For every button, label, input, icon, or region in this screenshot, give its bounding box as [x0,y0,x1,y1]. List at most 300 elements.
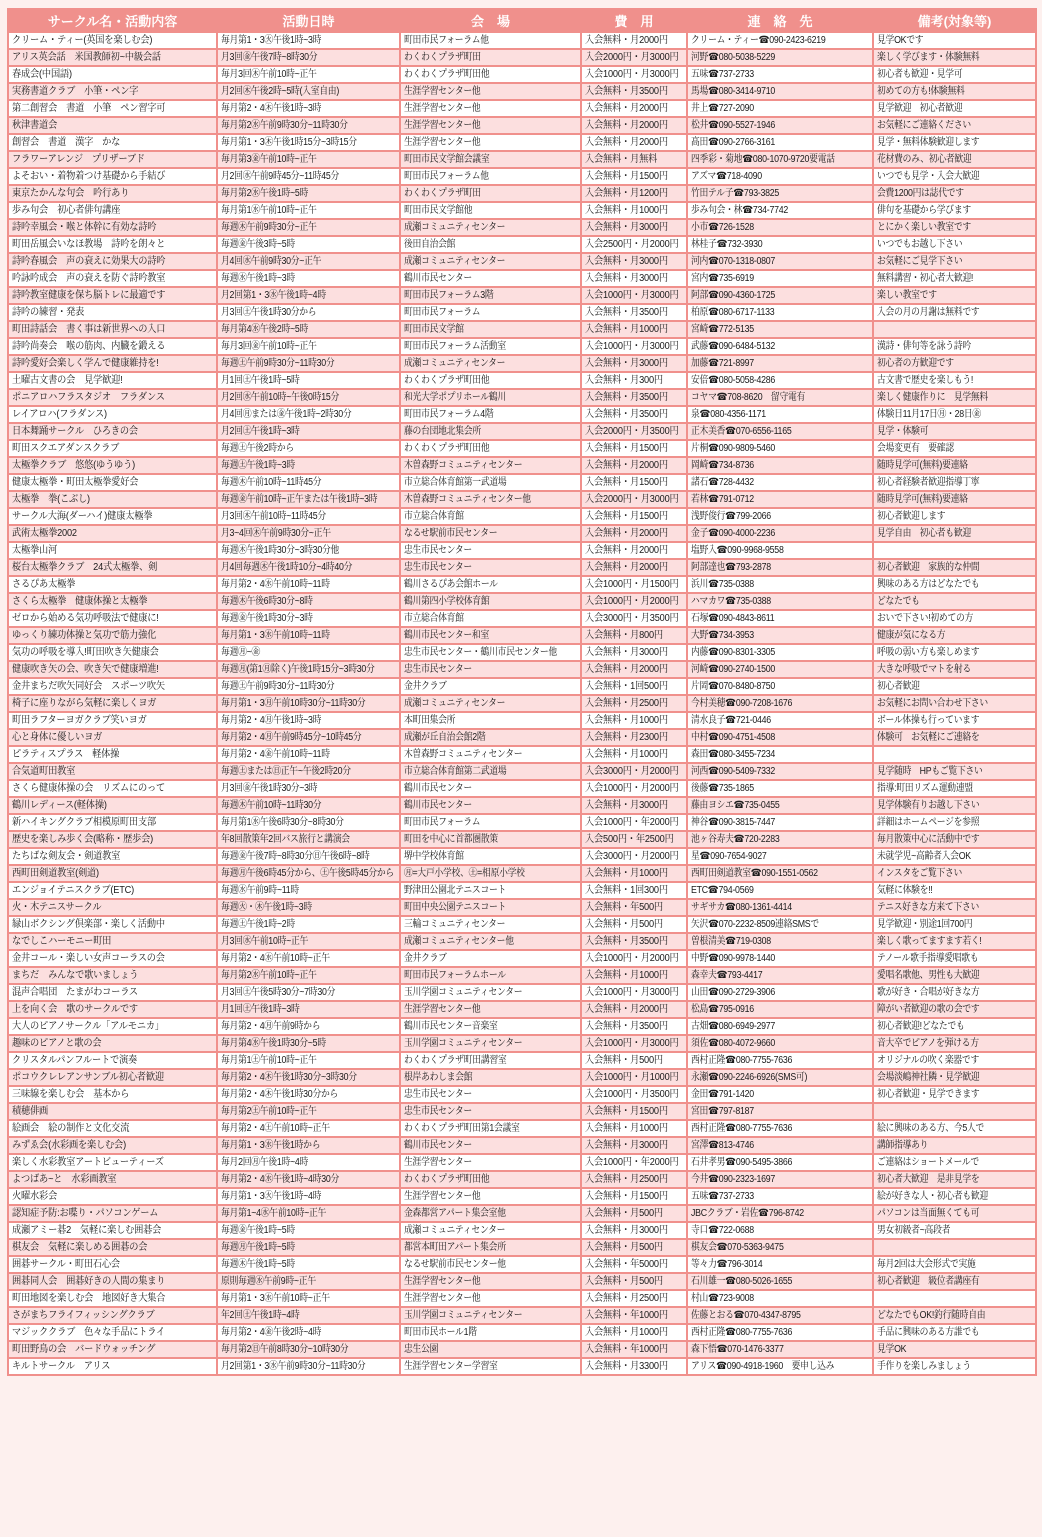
cell-contact [687,1256,873,1273]
cell-circle-name [8,1001,217,1018]
cell-fee [581,1222,687,1239]
cell-remarks [873,1273,1036,1290]
cell-text: ㊊=大戸小学校、㊏=相原小学校 [404,868,525,879]
cell-text: 入会無料・月3000円 [585,1225,668,1236]
cell-text: オリジナルの吹く楽器です [877,1055,979,1066]
cell-venue [400,236,581,253]
cell-venue [400,780,581,797]
column-header-fee: 費 用 [581,9,687,32]
cell-contact [687,202,873,219]
cell-text: 入会無料・月3500円 [585,409,668,420]
cell-text: 気軽に体験を!! [877,885,933,896]
cell-venue [400,1205,581,1222]
cell-text: 毎週㊎午後1時~5時 [221,1225,295,1236]
cell-remarks [873,219,1036,236]
table-row [8,695,1036,712]
cell-fee [581,253,687,270]
cell-schedule [217,49,400,66]
cell-text: 須佐☎080-4072-9660 [691,1038,776,1049]
cell-text: 宮崎☎772-5135 [691,324,754,335]
cell-contact [687,695,873,712]
cell-text: 入会無料・月3000円 [585,1140,668,1151]
cell-circle-name [8,491,217,508]
cell-text: 入会1000円・月3000円 [585,69,679,80]
cell-text: 河野☎080-5038-5229 [691,52,776,63]
cell-fee [581,763,687,780]
cell-contact [687,1001,873,1018]
cell-text: 入会無料・年500円 [585,902,663,913]
cell-text: 森下悟☎070-1476-3377 [691,1344,784,1355]
cell-text: 音大卒でピアノを弾ける方 [877,1038,979,1049]
cell-schedule [217,1171,400,1188]
cell-remarks [873,236,1036,253]
cell-schedule [217,1086,400,1103]
cell-remarks [873,967,1036,984]
cell-text: 毎月第2・4㊍午後1時~3時 [221,103,322,114]
cell-venue [400,576,581,593]
cell-text: 初心者も歓迎・見学可 [877,69,963,80]
cell-text: 絵に興味のある方、今5人で [877,1123,985,1134]
cell-text: 無料講習・初心者大歓迎! [877,273,974,284]
cell-fee [581,610,687,627]
cell-text: 初心者の方歓迎です [877,358,954,369]
cell-text: さがまちフライフィッシングクラブ [12,1310,155,1321]
table-row [8,372,1036,389]
cell-text: 玉川学園コミュニティセンター [404,1038,523,1049]
cell-text: 入会無料・月3000円 [585,358,668,369]
table-row [8,916,1036,933]
cell-contact [687,457,873,474]
cell-text: 月3~4回㊍午前9時30分~正午 [221,528,331,539]
table-row [8,1120,1036,1137]
cell-contact [687,627,873,644]
table-row [8,508,1036,525]
cell-fee [581,270,687,287]
cell-schedule [217,32,400,49]
cell-venue [400,423,581,440]
cell-fee [581,168,687,185]
cell-contact [687,338,873,355]
cell-text: ハマカワ☎735-0388 [691,596,771,607]
cell-text: 入会1000円・月1000円 [585,1072,679,1083]
cell-schedule [217,372,400,389]
cell-venue [400,1120,581,1137]
cell-text: 秋津書道会 [12,120,58,131]
cell-circle-name [8,202,217,219]
cell-text: 上を向く会 歌のサークルです [12,1004,138,1015]
cell-text: 三輪コミュニティセンター [404,919,506,930]
cell-venue [400,389,581,406]
cell-text: 町田市民ホール1階 [404,1327,477,1338]
cell-venue [400,933,581,950]
cell-text: マジッククラブ 色々な手品にトライ [12,1327,166,1338]
cell-contact [687,219,873,236]
cell-text: 成瀬コミュニティセンター [404,256,506,267]
cell-text: 楽しく水彩教室アートビューティーズ [12,1157,164,1168]
cell-text: 毎月散策中心に活動中です [877,834,980,845]
cell-text: 毎月第3㊎午前10時~正午 [221,154,317,165]
cell-remarks [873,865,1036,882]
cell-text: 入会無料・月3000円 [585,222,668,233]
cell-fee [581,202,687,219]
cell-schedule [217,814,400,831]
cell-text: パソコンは当面無くても可 [877,1208,980,1219]
cell-text: 鶴川市民センター [404,273,472,284]
cell-schedule [217,1307,400,1324]
cell-text: 毎週㊋・㊍午後1時~3時 [221,902,312,913]
cell-text: 町田市民フォーラム4階 [404,409,494,420]
cell-text: 町田市民フォーラム他 [404,35,489,46]
cell-venue [400,1018,581,1035]
cell-text: 見学歓迎・別途1回700円 [877,919,973,930]
cell-text: 今井☎090-2323-1697 [691,1174,776,1185]
cell-text: 毎月第2・4㊊午前9時から [221,1021,321,1032]
cell-text: 町田市民フォーラム他 [404,171,489,182]
cell-contact [687,967,873,984]
table-row [8,270,1036,287]
cell-text: 毎月第4㊌午後2時~5時 [221,324,309,335]
cell-schedule [217,100,400,117]
cell-text: 毎週㊊~㊎ [221,647,261,658]
cell-text: 毎月第2㊌午後1時~5時 [221,188,309,199]
cell-text: わくわくプラザ町田他 [404,1174,490,1185]
cell-text: 毎週㊍午後6時30分~8時 [221,596,313,607]
cell-fee [581,1035,687,1052]
cell-fee [581,899,687,916]
cell-text: 囲碁サークル・町田石心会 [12,1259,120,1270]
cell-venue [400,1222,581,1239]
cell-fee [581,916,687,933]
cell-text: 月4回毎週㊍午後1時10分~4時40分 [221,562,353,573]
cell-text: 東京たかんな句会 吟行あり [12,188,130,199]
table-row [8,661,1036,678]
cell-remarks [873,1171,1036,1188]
cell-circle-name [8,1290,217,1307]
cell-text: 入会1000円・月3500円 [585,1089,679,1100]
cell-text: 初心者大歓迎 是非見学を [877,1174,980,1185]
cell-text: さくら健康体操の会 リズムにのって [12,783,166,794]
cell-venue [400,440,581,457]
cell-remarks [873,355,1036,372]
cell-circle-name [8,984,217,1001]
cell-text: 金井まちだ吹矢同好会 スポーツ吹矢 [12,681,165,692]
cell-text: 堺中学校体育館 [404,851,464,862]
cell-text: 吟詠吟成会 声の衰えを防ぐ詩吟教室 [12,273,166,284]
cell-text: 町田岳風会いなほ教場 詩吟を朗々と [12,239,166,250]
cell-fee [581,1069,687,1086]
cell-text: 楽しい教室です [877,290,937,301]
cell-schedule [217,168,400,185]
cell-text: 入会無料・月2000円 [585,137,668,148]
cell-contact [687,899,873,916]
cell-venue [400,508,581,525]
table-row [8,49,1036,66]
cell-text: 根岸あわしま会館 [404,1072,473,1083]
cell-remarks [873,882,1036,899]
cell-text: 入会無料・月2500円 [585,1293,668,1304]
cell-fee [581,542,687,559]
cell-text: 大きな呼吸でマトを射る [877,664,971,675]
cell-text: 毎月第2・4㊍午後1時30分~3時30分 [221,1072,357,1083]
table-row [8,134,1036,151]
table-row [8,1171,1036,1188]
cell-venue [400,185,581,202]
cell-circle-name [8,661,217,678]
cell-text: 生涯学習センター他 [404,1191,481,1202]
cell-remarks [873,1103,1036,1120]
cell-remarks [873,1086,1036,1103]
cell-text: 入会無料・年5000円 [585,1259,668,1270]
cell-text: 入会1000円・年2000円 [585,1157,679,1168]
cell-text: どなたでもOK!釣行随時自由 [877,1310,986,1321]
cell-text: なでしこハーモニー町田 [12,936,112,947]
cell-text: 忠生市民センター [404,1089,472,1100]
cell-text: 太極拳 拳(こぶし) [12,494,90,505]
cell-venue [400,610,581,627]
cell-schedule [217,695,400,712]
cell-text: 毎月第1・3㊌午前10時~11時 [221,630,330,641]
cell-venue [400,729,581,746]
table-row [8,1001,1036,1018]
cell-text: 阿部達也☎793-2878 [691,562,771,573]
cell-text: 興味のある方はどなたでも [877,579,980,590]
cell-text: 成瀬コミュニティセンター [404,698,506,709]
cell-text: 町田野鳥の会 バードウォッチング [12,1344,156,1355]
cell-venue [400,831,581,848]
cell-text: 入会無料・月2300円 [585,732,668,743]
cell-text: 鶴川市民センター音楽室 [404,1021,498,1032]
cell-schedule [217,1052,400,1069]
cell-circle-name [8,916,217,933]
cell-schedule [217,967,400,984]
cell-contact [687,1239,873,1256]
cell-venue [400,746,581,763]
cell-text: お気軽にお問い合わせ下さい [877,698,988,709]
cell-text: 毎月第2㊏午前10時~正午 [221,1106,317,1117]
cell-schedule [217,219,400,236]
cell-text: わくわくプラザ町田第1会議室 [404,1123,520,1134]
cell-circle-name [8,253,217,270]
cell-text: 池ヶ谷寿夫☎720-2283 [691,834,780,845]
table-row [8,185,1036,202]
cell-schedule [217,1035,400,1052]
cell-venue [400,984,581,1001]
cell-contact [687,1154,873,1171]
cell-venue [400,1290,581,1307]
cell-schedule [217,797,400,814]
cell-text: 加藤☎721-8997 [691,358,754,369]
cell-circle-name [8,1018,217,1035]
cell-circle-name [8,389,217,406]
cell-text: 古文書で歴史を楽しもう! [877,375,974,386]
cell-remarks [873,831,1036,848]
cell-text: 土曜古文書の会 見学歓迎! [12,375,123,386]
cell-contact [687,236,873,253]
cell-venue [400,457,581,474]
cell-text: 町田ラフターヨガクラブ笑いヨガ [12,715,147,726]
cell-circle-name [8,950,217,967]
cell-schedule [217,491,400,508]
cell-text: 毎週㊏午後2時から [221,443,294,454]
cell-venue [400,797,581,814]
cell-fee [581,712,687,729]
table-row [8,1137,1036,1154]
cell-circle-name [8,797,217,814]
cell-text: 入会無料・1回500円 [585,681,668,692]
cell-text: 毎週㊌午前9時~11時 [221,885,299,896]
cell-fee [581,508,687,525]
cell-text: JBCクラブ・岩佐☎796-8742 [691,1208,804,1219]
cell-text: 毎週㊏午後1時~2時 [221,919,295,930]
table-row [8,797,1036,814]
cell-text: 阿部☎090-4360-1725 [691,290,776,301]
cell-text: 毎月第2・4㊌午前10時~正午 [221,953,330,964]
cell-remarks [873,1358,1036,1375]
cell-text: 男女初級者~高段者 [877,1225,951,1236]
cell-text: 浜川☎735-0388 [691,579,754,590]
cell-text: クリーム・ティー☎090-2423-6219 [691,35,826,46]
cell-text: 毎月2回㊊午後1時~4時 [221,1157,309,1168]
cell-text: 入会無料・月500円 [585,1055,663,1066]
cell-text: 毎週㊊午後1時~5時 [221,1242,295,1253]
cell-text: 太極拳山河 [12,545,58,556]
cell-text: 竹田テル子☎793-3825 [691,188,780,199]
cell-text: 気功の呼吸を導入!町田吹き矢健康会 [12,647,159,658]
cell-contact [687,950,873,967]
cell-text: 入会1000円・月3000円 [585,290,679,301]
cell-text: エンジョイテニスクラブ(ETC) [12,885,135,896]
table-row [8,1052,1036,1069]
cell-text: おいで下さい!初めての方 [877,613,974,624]
cell-venue [400,491,581,508]
table-row [8,1256,1036,1273]
cell-text: 詩吟愛好会楽しく学んで健康維持を! [12,358,159,369]
cell-text: 入会1000円・月3000円 [585,341,679,352]
cell-text: 毎月第2・4㊎午前10時~11時 [221,749,330,760]
cell-text: 鶴川市民センター [404,783,472,794]
cell-contact [687,1205,873,1222]
cell-text: 歴史を楽しみ歩く会(略称・歴歩会) [12,834,154,845]
cell-schedule [217,1103,400,1120]
cell-text: 詩吟の練習・発表 [12,307,85,318]
cell-venue [400,848,581,865]
table-row [8,287,1036,304]
cell-fee [581,321,687,338]
cell-remarks [873,287,1036,304]
cell-remarks [873,508,1036,525]
cell-text: レイアロハ(フラダンス) [12,409,107,420]
cell-text: ボール体操も行っています [877,715,980,726]
cell-remarks [873,389,1036,406]
cell-text: 忠生市民センター [404,664,472,675]
cell-text: サークル大海(ダーハイ)健康太極拳 [12,511,153,522]
cell-text: 新ハイキングクラブ相模原町田支部 [12,817,156,828]
cell-fee [581,440,687,457]
cell-fee [581,814,687,831]
cell-text: 入会無料・月3500円 [585,86,668,97]
cell-circle-name [8,32,217,49]
cell-text: 入会1000円・月1500円 [585,579,679,590]
cell-contact [687,882,873,899]
cell-text: 星☎090-7654-9027 [691,851,767,862]
cell-remarks [873,1120,1036,1137]
cell-text: 詩吟尚奏会 喉の筋肉、内臓を鍛える [12,341,166,352]
cell-fee [581,848,687,865]
cell-text: 生涯学習センター学習室 [404,1361,498,1372]
cell-text: 成瀬コミュニティセンター [404,222,506,233]
cell-text: 今村美穂☎090-7208-1676 [691,698,793,709]
table-row [8,474,1036,491]
cell-text: 会場変更有 要確認 [877,443,954,454]
cell-venue [400,1035,581,1052]
cell-text: 月3回㊎午後7時~8時30分 [221,52,318,63]
cell-contact [687,729,873,746]
cell-remarks [873,780,1036,797]
cell-text: お気軽にご連絡ください [877,120,971,131]
cell-contact [687,661,873,678]
cell-text: 月2回㊌午前10時~午後0時15分 [221,392,340,403]
cell-text: 毎月第1㊌午後6時30分~8時30分 [221,817,344,828]
cell-text: 初心者経験者歓迎指導丁寧 [877,477,980,488]
table-row [8,1239,1036,1256]
cell-fee [581,1239,687,1256]
cell-text: 毎週㊍午後1時~5時 [221,1259,295,1270]
cell-text: 佐藤とおる☎070-4347-8795 [691,1310,801,1321]
cell-text: 髙田☎090-2766-3161 [691,137,776,148]
cell-text: 毎月第2㊌午前10時~正午 [221,970,317,981]
cell-text: 西村正隆☎080-7755-7636 [691,1055,793,1066]
cell-text: 忠生市民センター [404,562,472,573]
cell-venue [400,1358,581,1375]
cell-contact [687,542,873,559]
cell-circle-name [8,1358,217,1375]
cell-circle-name [8,899,217,916]
cell-remarks [873,899,1036,916]
table-row [8,1188,1036,1205]
cell-schedule [217,1324,400,1341]
cell-text: 入会1000円・月2000円 [585,953,679,964]
table-row [8,1205,1036,1222]
cell-text: 月3回㊍午前10時~11時45分 [221,511,326,522]
cell-text: 毎月第1・3㊋午後1時~3時 [221,35,322,46]
cell-text: 町田を中心に首都圏散策 [404,834,498,845]
cell-text: 中野☎090-9978-1440 [691,953,776,964]
cell-text: 入会無料・月1500円 [585,1191,668,1202]
cell-contact [687,1188,873,1205]
cell-circle-name [8,627,217,644]
table-row [8,83,1036,100]
cell-text: 毎月第2・4㊍午後1時30分から [221,1089,339,1100]
cell-fee [581,219,687,236]
cell-text: 清水良子☎721-0446 [691,715,771,726]
cell-circle-name [8,1188,217,1205]
cell-venue [400,814,581,831]
cell-text: 木曽森野コミュニティセンター [404,749,523,760]
cell-text: 永瀬☎090-2246-6926(SMS可) [691,1072,808,1083]
cell-text: 入会無料・月3500円 [585,392,668,403]
cell-schedule [217,644,400,661]
cell-text: 入会無料・月2000円 [585,1004,668,1015]
cell-remarks [873,746,1036,763]
cell-text: 塩野入☎090-9968-9558 [691,545,784,556]
cell-text: 馬場☎080-3414-9710 [691,86,776,97]
cell-text: ゆっくり練功体操と気功で筋力強化 [12,630,157,641]
cell-text: どなたでも [877,596,920,607]
cell-fee [581,491,687,508]
cell-text: 入会無料・月1000円 [585,324,668,335]
cell-remarks [873,338,1036,355]
cell-text: 毎月第2㊌午前9時30分~11時30分 [221,120,348,131]
